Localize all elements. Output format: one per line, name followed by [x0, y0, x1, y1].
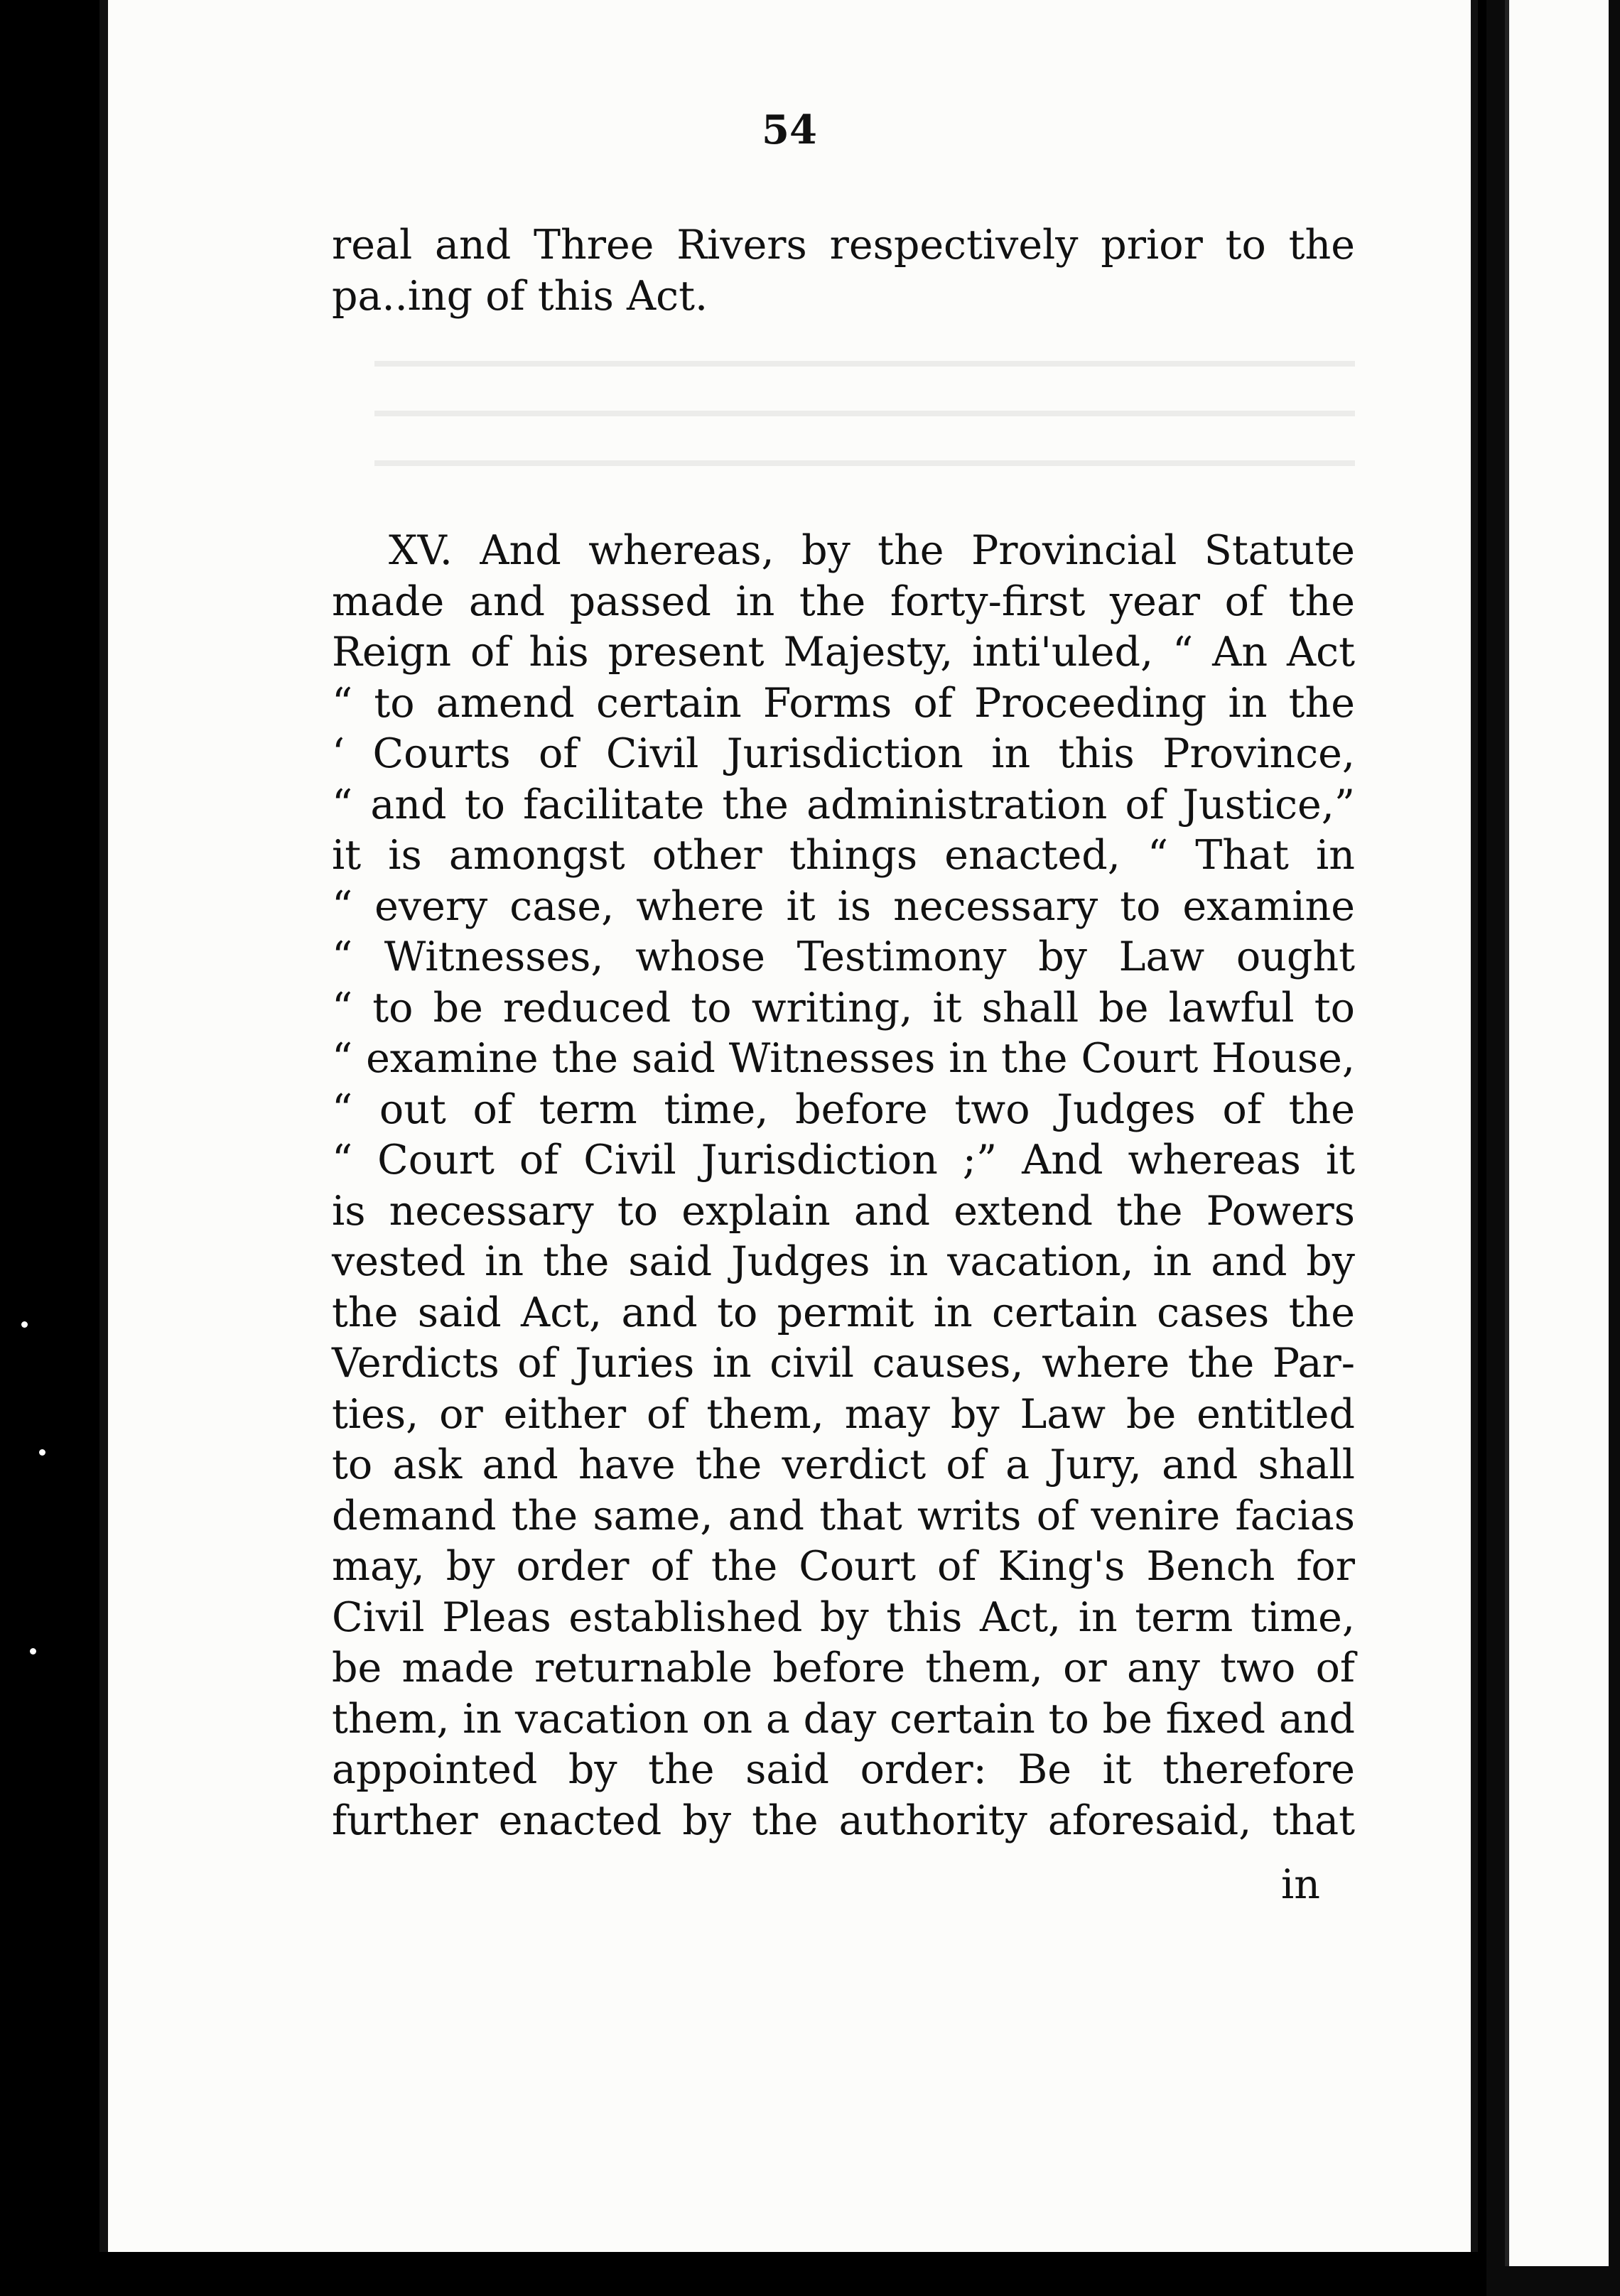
page-number: 54	[762, 107, 817, 153]
text-line: “ Witnesses, whose Testimony by Law ought	[332, 933, 1355, 980]
text-line: Reign of his present Majesty, inti'uled, “ An Act	[332, 629, 1355, 676]
text-line: further enacted by the authority aforesaid, that	[332, 1797, 1355, 1844]
facing-page-edge	[1505, 0, 1609, 2266]
text-line: “ and to facilitate the administration of Justice,”	[332, 781, 1355, 828]
text-line: vested in the said Judges in vacation, in and by	[332, 1238, 1355, 1285]
text-line: “ out of term time, before two Judges of the	[332, 1085, 1355, 1133]
carryover-paragraph	[332, 220, 1355, 322]
text-line: “ every case, where it is necessary to examine	[332, 882, 1355, 930]
section-xv-paragraph	[332, 526, 1355, 1846]
catchword: in	[1281, 1861, 1320, 1908]
text-line: may, by order of the Court of King's Bench for	[332, 1543, 1355, 1590]
text-line: Verdicts of Juries in civil causes, where the Par-	[332, 1340, 1355, 1387]
text-line: “ examine the said Witnesses in the Court House,	[332, 1035, 1355, 1082]
text-line: them, in vacation on a day certain to be fixed and	[332, 1695, 1355, 1743]
text-line: the said Act, and to permit in certain cases the	[332, 1289, 1355, 1336]
dust-speck	[21, 1321, 28, 1328]
text-line: Civil Pleas established by this Act, in term time,	[332, 1593, 1355, 1641]
text-line: XV. And whereas, by the Provincial Statute	[389, 527, 1355, 574]
text-line: “ to amend certain Forms of Proceeding in the	[332, 679, 1355, 727]
dust-speck	[30, 1648, 36, 1655]
text-line: “ Court of Civil Jurisdiction ;” And whereas it	[332, 1137, 1355, 1184]
text-line: is necessary to explain and extend the Powers	[332, 1187, 1355, 1235]
text-line: made and passed in the forty-first year of the	[332, 578, 1355, 625]
text-line: demand the same, and that writs of venire facias	[332, 1492, 1355, 1539]
text-line: to ask and have the verdict of a Jury, and shall	[332, 1441, 1355, 1488]
book-page	[99, 0, 1478, 2252]
text-line: real and Three Rivers respectively prior to the	[332, 222, 1355, 269]
text-line: ties, or either of them, may by Law be entitled	[332, 1390, 1355, 1438]
show-through-text	[374, 334, 1355, 490]
text-line: appointed by the said order: Be it therefore	[332, 1746, 1355, 1793]
dust-speck	[39, 1449, 45, 1456]
text-line: pa..ing of this Act.	[332, 272, 708, 320]
text-line: be made returnable before them, or any two of	[332, 1645, 1355, 1691]
text-line: it is amongst other things enacted, “ That in	[332, 832, 1355, 879]
text-line: “ to be reduced to writing, it shall be lawful to	[332, 984, 1355, 1031]
text-line: ‘ Courts of Civil Jurisdiction in this Province,	[332, 730, 1355, 777]
